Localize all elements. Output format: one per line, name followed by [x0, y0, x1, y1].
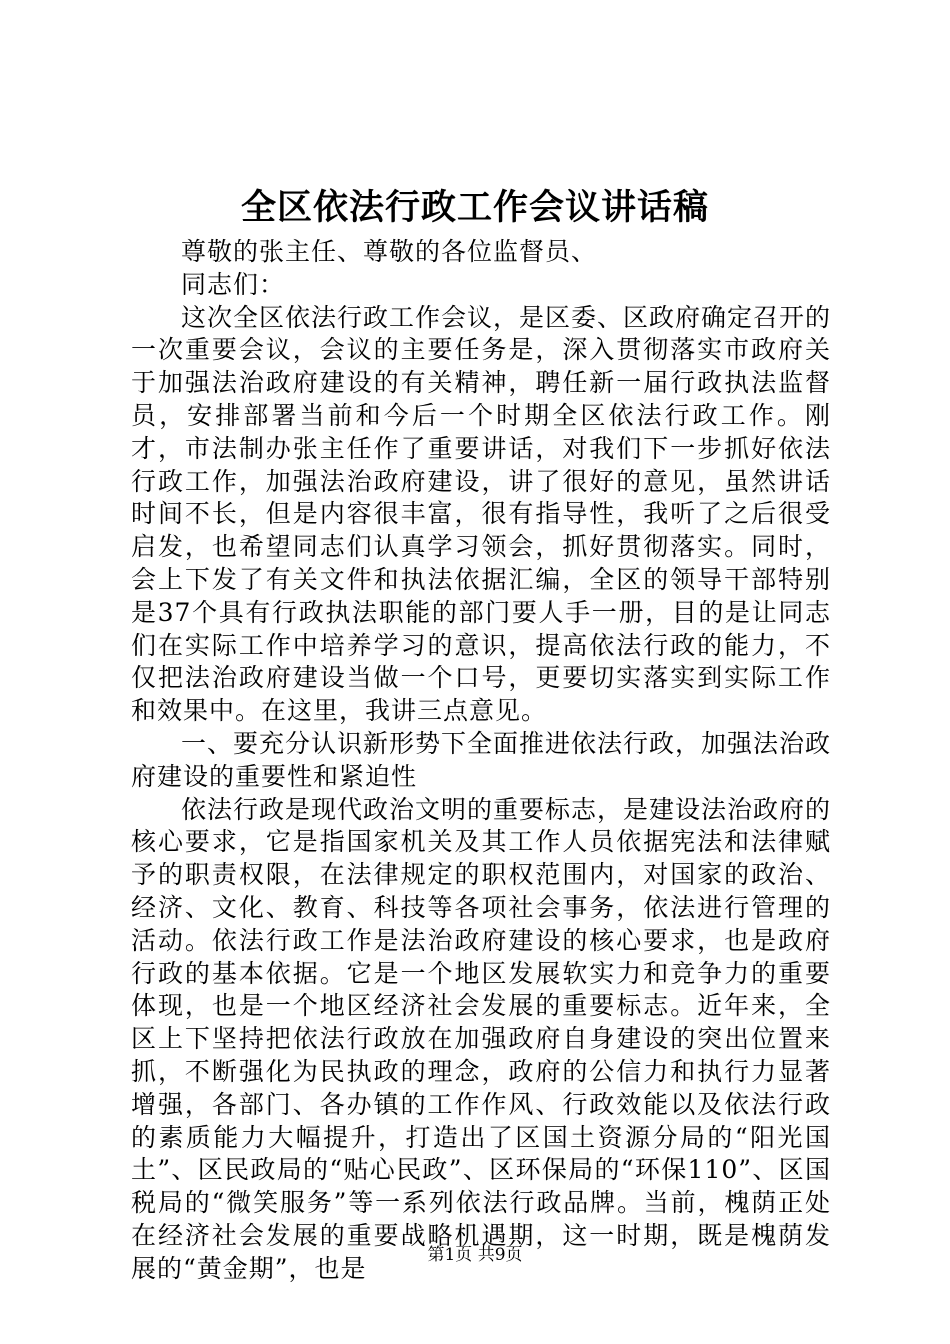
- body-paragraph: 依法行政是现代政治文明的重要标志，是建设法治政府的核心要求，它是指国家机关及其工作人员依据宪法和法律赋予的职责权限，在法律规定的职权范围内，对国家的政治、经济、文化、教育、科技等各项社会事务，依法进行管理的活动。依法行政工作是法治政府建设的核心要求，也是政府行政的基本依据。它是一个地区发展软实力和竞争力的重要体现，也是一个地区经济社会发展的重要标志。近年来，全区上下坚持把依法行政放在加强政府自身建设的突出位置来抓，不断强化为民执政的理念，政府的公信力和执行力显著增强，各部门、各办镇的工作作风、行政效能以及依法行政的素质能力大幅提升，打造出了区国土资源分局的“阳光国土”、区民政局的“贴心民政”、区环保局的“环保110”、区国税局的“微笑服务”等一系列依法行政品牌。当前，槐荫正处在经济社会发展的重要战略机遇期，这一时期，既是槐荫发展的“黄金期”，也是: [131, 794, 832, 1283]
- body-paragraph: 这次全区依法行政工作会议，是区委、区政府确定召开的一次重要会议，会议的主要任务是，深入贯彻落实市政府关于加强法治政府建设的有关精神，聘任新一届行政执法监督员，安排部署当前和今后一个时期全区依法行政工作。刚才，市法制办张主任作了重要讲话，对我们下一步抓好依法行政工作，加强法治政府建设，讲了很好的意见，虽然讲话时间不长，但是内容很丰富，很有指导性，我听了之后很受启发，也希望同志们认真学习领会，抓好贯彻落实。同时，会上下发了有关文件和执法依据汇编，全区的领导干部特别是37个具有行政执法职能的部门要人手一册，目的是让同志们在实际工作中培养学习的意识，提高依法行政的能力，不仅把法治政府建设当做一个口号，更要切实落实到实际工作和效果中。在这里，我讲三点意见。: [131, 302, 832, 726]
- salutation-line: 同志们：: [181, 269, 286, 299]
- section-heading: 一、要充分认识新形势下全面推进依法行政，加强法治政府建设的重要性和紧迫性: [131, 728, 832, 791]
- document-body: [131, 236, 831, 1286]
- page-number: 第1页 共9页: [427, 1245, 523, 1265]
- document-title: 全区依法行政工作会议讲话稿: [240, 187, 709, 228]
- salutation-line: 尊敬的张主任、尊敬的各位监督员、: [181, 237, 598, 266]
